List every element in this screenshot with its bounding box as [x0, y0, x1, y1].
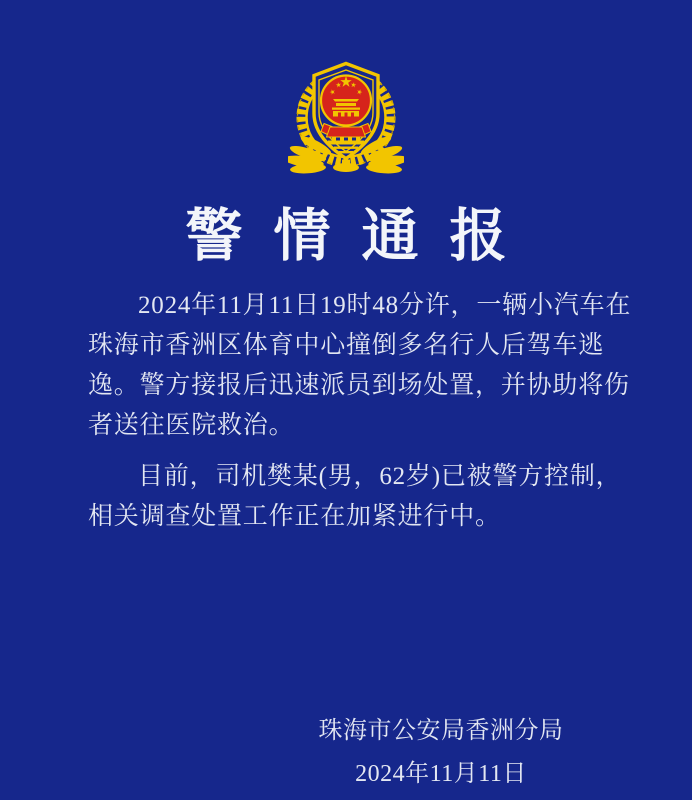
police-badge-svg — [288, 61, 404, 174]
national-emblem — [321, 76, 371, 126]
body-line: 2024年11月11日19时48分许，一辆小汽车在 — [138, 292, 632, 319]
paragraph-1 — [88, 286, 632, 446]
china-police-badge-icon — [288, 61, 404, 174]
body-line: 者送往医院救治。 — [88, 412, 295, 439]
notice-title: 警情通报 — [185, 205, 538, 268]
issuer-name: 珠海市公安局香洲分局 — [318, 718, 564, 744]
body-line: 目前，司机樊某(男，62岁)已被警方控制， — [138, 463, 622, 490]
issue-date: 2024年11月11日 — [355, 761, 527, 787]
paragraph-2 — [88, 457, 628, 537]
body-line: 珠海市香洲区体育中心撞倒多名行人后驾车逃 — [88, 332, 605, 359]
signature-block — [301, 710, 581, 796]
body-line: 逸。警方接报后迅速派员到场处置，并协助将伤 — [88, 372, 630, 399]
body-line: 相关调查处置工作正在加紧进行中。 — [88, 503, 501, 530]
notice-body — [88, 286, 632, 537]
